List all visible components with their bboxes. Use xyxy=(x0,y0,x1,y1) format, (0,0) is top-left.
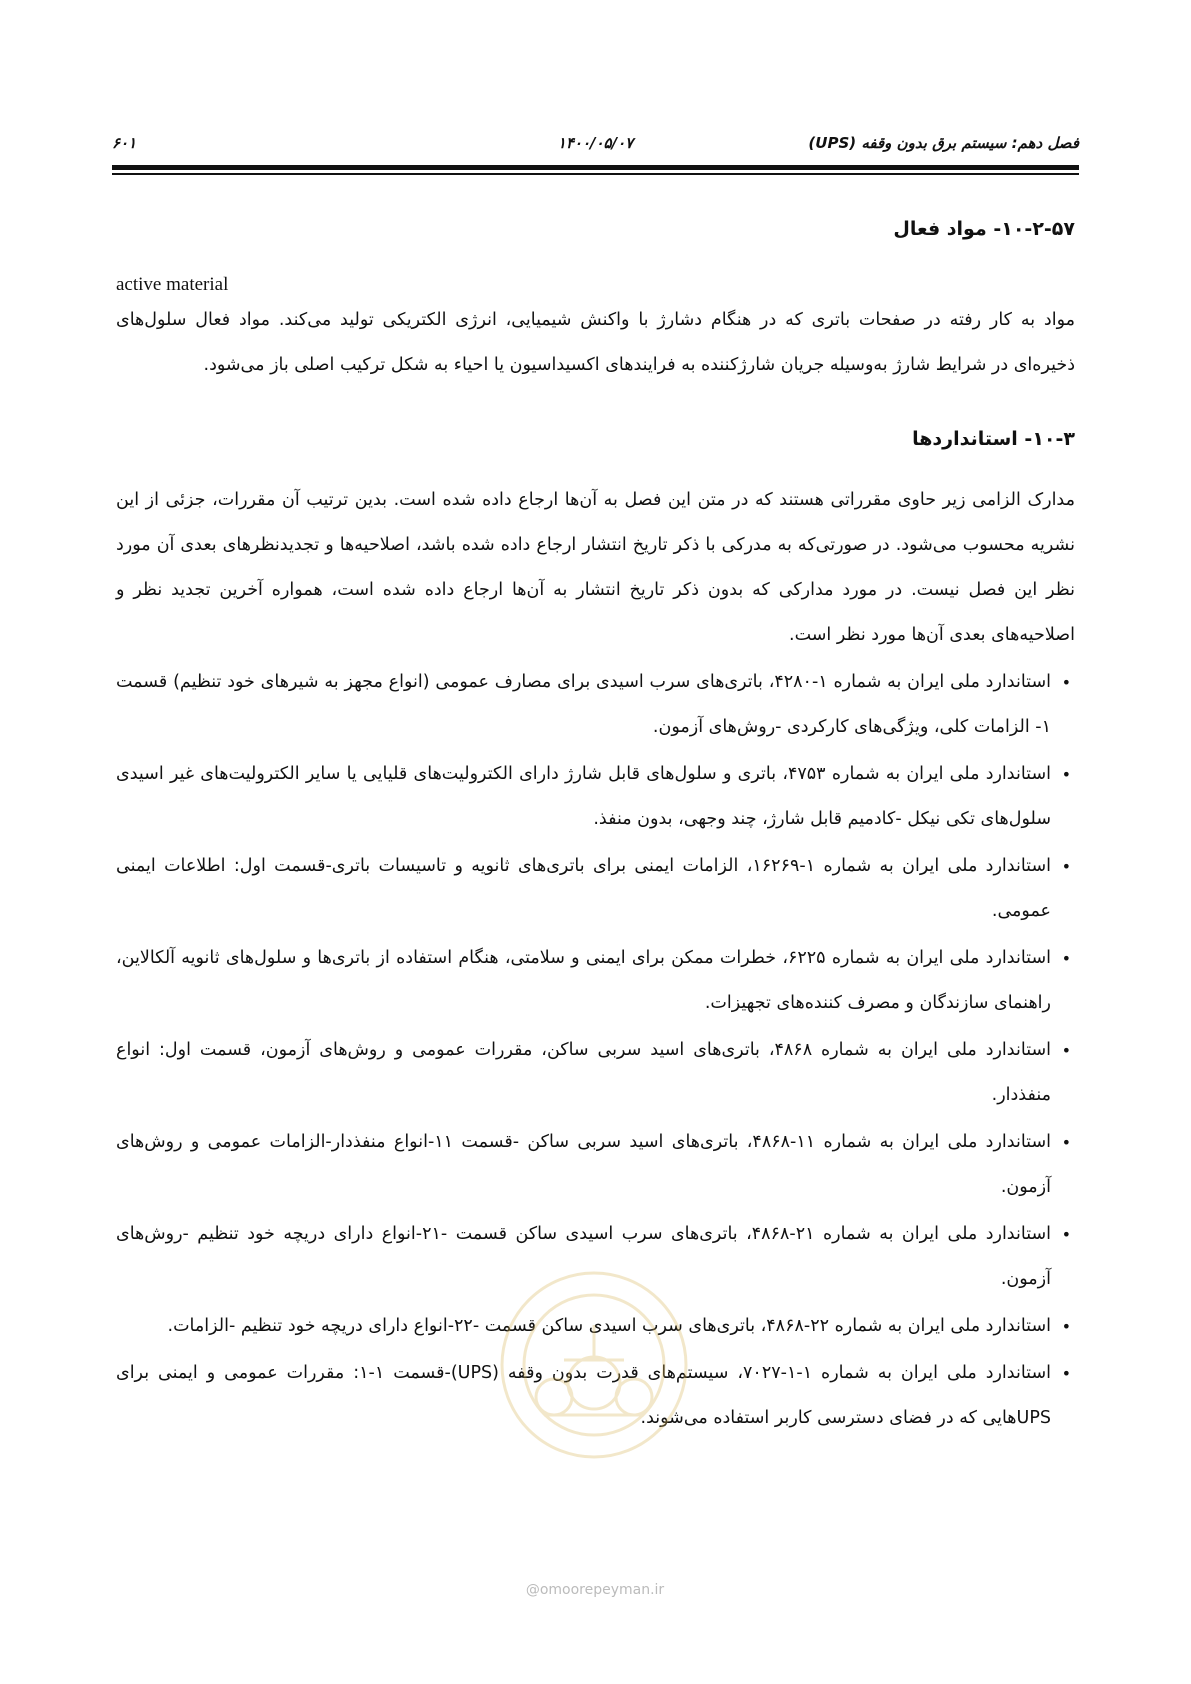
page-content xyxy=(116,214,1075,1443)
list-item xyxy=(116,936,1075,1026)
definition-paragraph: مواد به کار رفته در صفحات باتری که در هنگام دشارژ با واکنش شیمیایی، انرژی الکتریکی تولید می‌کند. مواد فعال سلول‌های ذخیره‌ای در شرایط شارژ به‌وسیله جریان شارژکننده به فرایندهای اکسیداسیون یا احیاء به شکل ترکیب اصلی باز می‌شود. xyxy=(116,310,1075,375)
page-header xyxy=(112,134,1079,160)
bullet-icon: • xyxy=(1061,673,1071,692)
bullet-icon: • xyxy=(1061,1364,1071,1383)
page-number: ۶۰۱ xyxy=(112,134,137,152)
list-item xyxy=(116,660,1075,750)
bullet-icon: • xyxy=(1061,1225,1071,1244)
bullet-icon: • xyxy=(1061,765,1071,784)
section-heading-active-material: ۱۰-۲-۵۷- مواد فعال xyxy=(893,218,1075,240)
list-item-text: استاندارد ملی ایران به شماره ۱-۱-۷۰۲۷، سیستم‌های قدرت بدون وقفه (UPS)-قسمت ۱-۱: مقررات عمومی و ایمنی برای UPSهایی که در فضای دسترسی کاربر استفاده می‌شوند. xyxy=(116,1363,1051,1428)
list-item-text: استاندارد ملی ایران به شماره ۱-۴۲۸۰، باتری‌های سرب اسیدی برای مصارف عمومی (انواع مجهز به شیرهای خود تنظیم) قسمت ۱- الزامات کلی، ویژگی‌های کارکردی -روش‌های آزمون. xyxy=(116,672,1051,737)
list-item-text: استاندارد ملی ایران به شماره ۲۱-۴۸۶۸، باتری‌های سرب اسیدی ساکن قسمت -۲۱-انواع دارای دریچه خود تنظیم -روش‌های آزمون. xyxy=(116,1224,1051,1289)
list-item-text: استاندارد ملی ایران به شماره ۶۲۲۵، خطرات ممکن برای ایمنی و سلامتی، هنگام استفاده از باتری‌ها و سلول‌های ثانویه آلکالاین، راهنمای سازندگان و مصرف کننده‌های تجهیزات. xyxy=(116,948,1051,1013)
standards-intro-paragraph: مدارک الزامی زیر حاوی مقرراتی هستند که در متن این فصل به آن‌ها ارجاع داده شده است. بدین ترتیب آن مقررات، جزئی از این نشریه محسوب می‌شود. در صورتی‌که به مدرکی با ذکر تاریخ انتشار ارجاع داده شده باشد، اصلاحیه‌ها و تجدیدنظرهای بعدی آن مورد نظر این فصل نیست. در مورد مدارکی که بدون ذکر تاریخ انتشار به آن‌ها ارجاع داده شده است، همواره آخرین تجدید نظر و اصلاحیه‌های بعدی آن‌ها مورد نظر است. xyxy=(116,490,1075,645)
list-item xyxy=(116,844,1075,934)
list-item-text: استاندارد ملی ایران به شماره ۴۷۵۳، باتری و سلول‌های قابل شارژ دارای الکترولیت‌های قلیایی یا سایر الکترولیت‌های غیر اسیدی سلول‌های تکی نیکل -کادمیم قابل شارژ، چند وجهی، بدون منفذ. xyxy=(116,764,1051,829)
list-item xyxy=(116,1028,1075,1118)
chapter-title: فصل دهم: سیستم برق بدون وقفه (UPS) xyxy=(808,134,1079,152)
list-item-text: استاندارد ملی ایران به شماره ۱۱-۴۸۶۸، باتری‌های اسید سربی ساکن -قسمت ۱۱-انواع منفذدار-الزامات عمومی و روش‌های آزمون. xyxy=(116,1132,1051,1197)
header-date: ۱۴۰۰/۰۵/۰۷ xyxy=(557,134,634,152)
bullet-icon: • xyxy=(1061,949,1071,968)
list-item-text: استاندارد ملی ایران به شماره ۴۸۶۸، باتری‌های اسید سربی ساکن، مقررات عمومی و روش‌های آزمون، قسمت اول: انواع منفذدار. xyxy=(116,1040,1051,1105)
header-rule-thin xyxy=(112,173,1079,175)
list-item-text: استاندارد ملی ایران به شماره ۱-۱۶۲۶۹، الزامات ایمنی برای باتری‌های ثانویه و تاسیسات باتری-قسمت اول: اطلاعات ایمنی عمومی. xyxy=(116,856,1051,921)
english-term: active material xyxy=(116,274,229,295)
bullet-icon: • xyxy=(1061,1317,1071,1336)
list-item xyxy=(116,752,1075,842)
watermark-logo-icon xyxy=(494,1265,694,1465)
section-heading-standards: ۱۰-۳- استانداردها xyxy=(912,428,1075,450)
bullet-icon: • xyxy=(1061,1133,1071,1152)
list-item-text: استاندارد ملی ایران به شماره ۲۲-۴۸۶۸، باتری‌های سرب اسیدی ساکن قسمت -۲۲-انواع دارای دریچه خود تنظیم -الزامات. xyxy=(167,1316,1051,1336)
bullet-icon: • xyxy=(1061,857,1071,876)
bullet-icon: • xyxy=(1061,1041,1071,1060)
list-item xyxy=(116,1120,1075,1210)
watermark-text: @omoorepeyman.ir xyxy=(525,1582,665,1598)
header-rule-thick xyxy=(112,165,1079,170)
